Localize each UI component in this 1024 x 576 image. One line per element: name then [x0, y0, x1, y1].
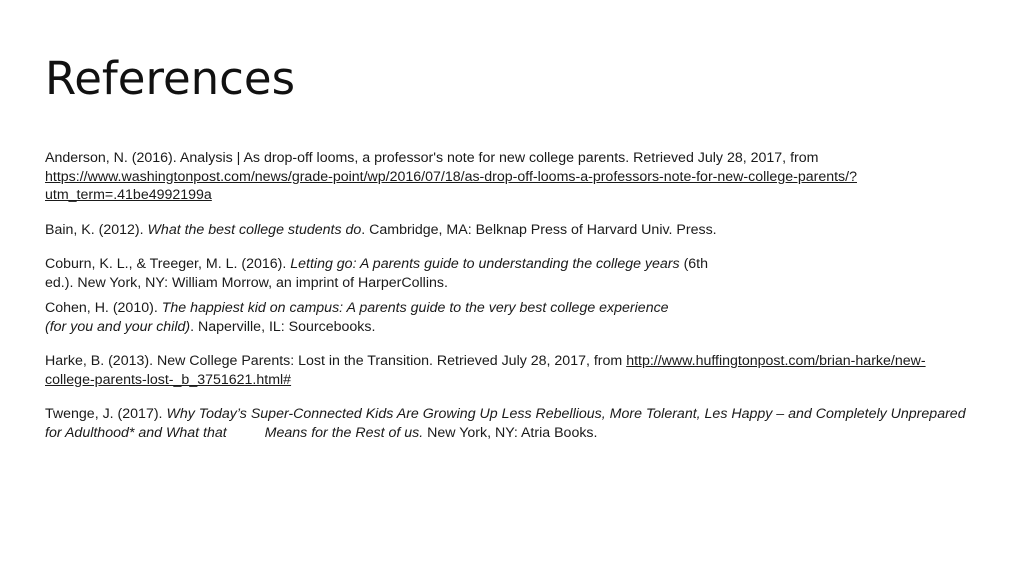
reference-bain	[45, 221, 745, 240]
reference-book-title: What the best college students do	[147, 221, 362, 238]
reference-coburn	[45, 255, 725, 292]
reference-publisher: . Cambridge, MA: Belknap Press of Harvard Univ. Press.	[361, 221, 717, 238]
reference-book-title-continued: Means for the Rest of us.	[264, 424, 424, 441]
reference-list	[45, 149, 975, 442]
reference-text: Harke, B. (2013). New College Parents: Lost in the Transition. Retrieved July 28, 2017, from	[45, 353, 627, 369]
slide-title: References	[45, 52, 296, 105]
reference-link-washingtonpost[interactable]: https://www.washingtonpost.com/news/grade-point/wp/2016/07/18/as-drop-off-looms-a-professors-note-for-new-college-parents/?utm_term=.41be4992199a	[45, 168, 857, 203]
reference-twenge	[45, 405, 975, 442]
reference-text: Cohen, H. (2010).	[45, 300, 162, 316]
reference-anderson	[45, 149, 975, 205]
reference-cohen	[45, 299, 685, 336]
reference-publisher: . Naperville, IL: Sourcebooks.	[190, 318, 376, 335]
reference-publisher: New York, NY: Atria Books.	[423, 424, 598, 441]
reference-book-title: Why Today’s Super-Connected Kids Are Growing Up Less Rebellious, More Tolerant, Les Happy – and Completely Unprepared for Adulthood* and What that	[45, 406, 966, 441]
reference-publisher: (6th ed.). New York, NY: William Morrow, an imprint of HarperCollins.	[45, 256, 709, 291]
reference-book-title: Letting go: A parents guide to understanding the college years	[290, 256, 680, 272]
reference-text: Twenge, J. (2017).	[45, 406, 167, 422]
reference-harke	[45, 352, 975, 389]
reference-text: Anderson, N. (2016). Analysis | As drop-off looms, a professor's note for new college parents. Retrieved July 28, 2017, from	[45, 150, 819, 166]
reference-text: Bain, K. (2012).	[45, 221, 148, 238]
reference-book-title: The happiest kid on campus: A parents guide to the very best college experience (for you and your child)	[45, 300, 669, 335]
reference-text: Coburn, K. L., & Treeger, M. L. (2016).	[45, 256, 291, 272]
reference-link-huffingtonpost[interactable]: http://www.huffingtonpost.com/brian-harke/new-college-parents-lost-_b_3751621.html#	[45, 353, 926, 388]
